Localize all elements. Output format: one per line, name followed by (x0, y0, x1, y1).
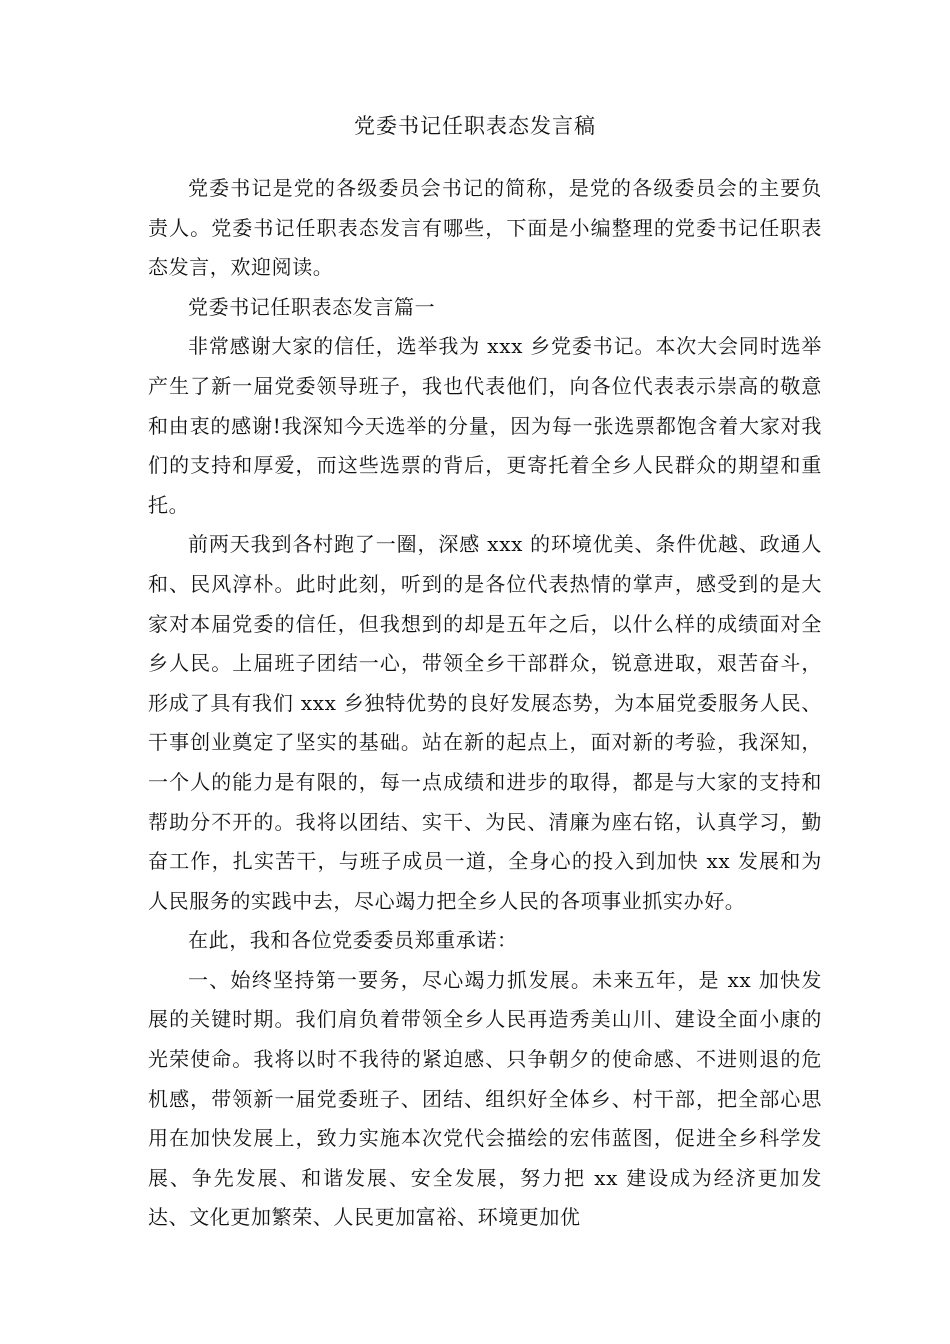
document-body (148, 169, 822, 1238)
paragraph-thanks: 非常感谢大家的信任，选举我为 xxx 乡党委书记。本次大会同时选举产生了新一届党委领导班子，我也代表他们，向各位代表表示崇高的敬意和由衷的感谢!我深知今天选举的分量，因为每一张选票都饱含着大家对我们的支持和厚爱，而这些选票的背后，更寄托着全乡人民群众的期望和重托。 (148, 334, 822, 517)
section-heading: 党委书记任职表态发言篇一 (188, 294, 436, 319)
paragraph-reflection: 前两天我到各村跑了一圈，深感 xxx 的环境优美、条件优越、政通人和、民风淳朴。此时此刻，听到的是各位代表热情的掌声，感受到的是大家对本届党委的信任，但我想到的却是五年之后，以什么样的成绩面对全乡人民。上届班子团结一心，带领全乡干部群众，锐意进取，艰苦奋斗，形成了具有我们 xxx 乡独特优势的良好发展态势，为本届党委服务人民、干事创业奠定了坚实的基础。站在新的起点上，面对新的考验，我深知，一个人的能力是有限的，每一点成绩和进步的取得，都是与大家的支持和帮助分不开的。我将以团结、实干、为民、清廉为座右铭，认真学习，勤奋工作，扎实苦干，与班子成员一道，全身心的投入到加快 xx 发展和为人民服务的实践中去，尽心竭力把全乡人民的各项事业抓实办好。 (148, 532, 822, 913)
paragraph-promise-one: 一、始终坚持第一要务，尽心竭力抓发展。未来五年，是 xx 加快发展的关键时期。我们肩负着带领全乡人民再造秀美山川、建设全面小康的光荣使命。我将以时不我待的紧迫感、只争朝夕的使命感、不进则退的危机感，带领新一届党委班子、团结、组织好全体乡、村干部，把全部心思用在加快发展上，致力实施本次党代会描绘的宏伟蓝图，促进全乡科学发展、争先发展、和谐发展、安全发展，努力把 xx 建设成为经济更加发达、文化更加繁荣、人民更加富裕、环境更加优 (148, 967, 822, 1230)
paragraph-intro: 党委书记是党的各级委员会书记的简称，是党的各级委员会的主要负责人。党委书记任职表态发言有哪些，下面是小编整理的党委书记任职表态发言，欢迎阅读。 (148, 176, 822, 280)
document-title: 党委书记任职表态发言稿 (354, 114, 596, 138)
paragraph-promise-intro: 在此，我和各位党委委员郑重承诺： (188, 928, 518, 953)
